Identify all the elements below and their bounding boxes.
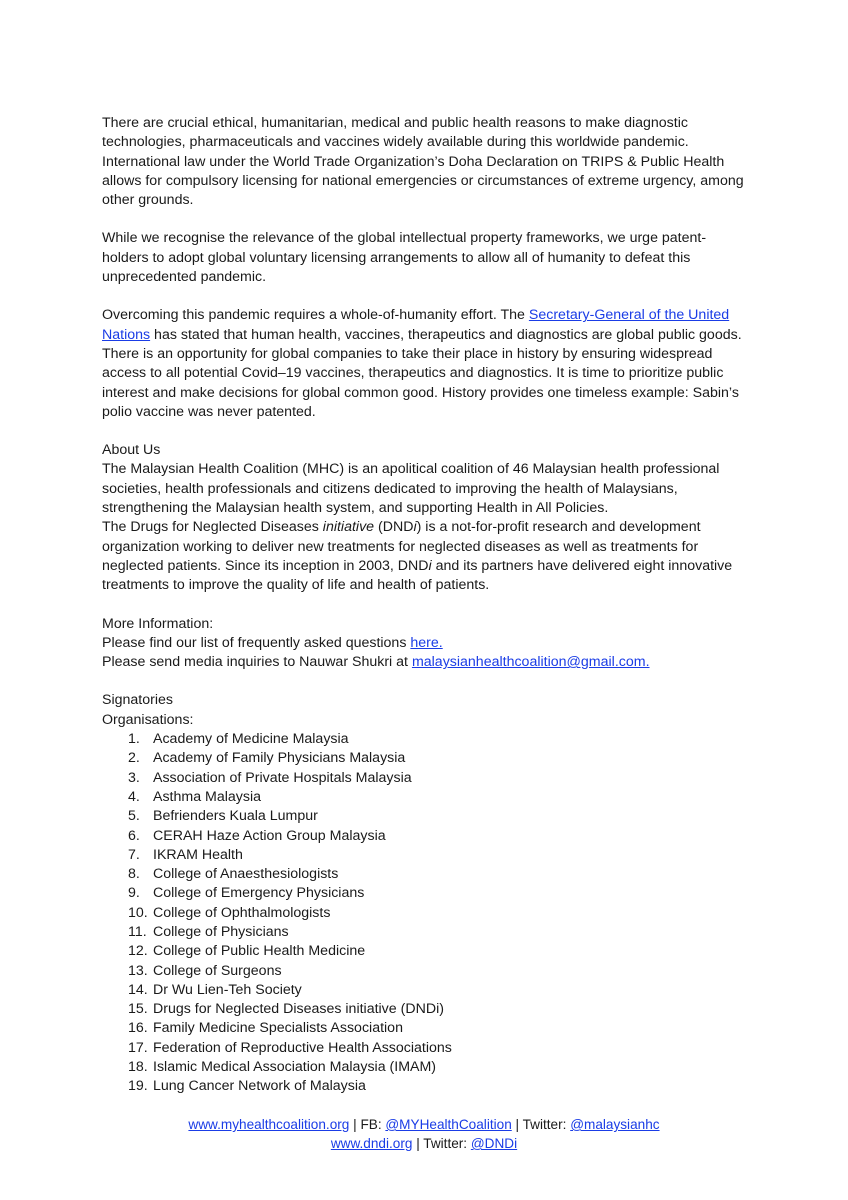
text: Overcoming this pandemic requires a whole-of-humanity effort. The	[102, 307, 529, 324]
dndi-name	[130, 519, 421, 535]
footer-line-dndi	[0, 1134, 848, 1153]
org-name: College of Anaesthesiologists	[153, 866, 339, 883]
list-item: 6. CERAH Haze Action Group Malaysia	[128, 827, 386, 844]
org-name: Family Medicine Specialists Association	[153, 1020, 403, 1037]
faq-link[interactable]: here.	[410, 634, 443, 651]
dndi-twitter-link[interactable]: @DNDi	[470, 1136, 518, 1151]
org-name: College of Ophthalmologists	[153, 904, 331, 921]
list-item: 10. College of Ophthalmologists	[128, 904, 331, 921]
faq-line	[102, 634, 752, 653]
org-name: College of Surgeons	[153, 962, 282, 979]
list-item: 1. Academy of Medicine Malaysia	[128, 731, 349, 748]
text: The	[102, 461, 131, 478]
text: (DND	[374, 519, 414, 536]
text: i	[428, 557, 432, 574]
org-name: Drugs for Neglected Diseases initiative (DNDi)	[153, 1001, 444, 1018]
org-name: Federation of Reproductive Health Associations	[153, 1039, 452, 1056]
list-item: 5. Befrienders Kuala Lumpur	[128, 808, 318, 825]
list-item: 13. College of Surgeons	[128, 962, 282, 979]
organisations-list	[102, 730, 752, 1097]
list-item: 4. Asthma Malaysia	[128, 788, 262, 805]
email-link[interactable]: malaysianhealthcoalition@gmail.com.	[411, 654, 650, 671]
un-secretary-general-link[interactable]: Secretary-General of the United Nations	[102, 307, 730, 343]
mhc-twitter-link[interactable]: @malaysianhc	[570, 1117, 660, 1132]
paragraph-pandemic	[102, 306, 752, 422]
paragraph-dndi	[102, 518, 752, 595]
text: initiative	[322, 519, 375, 536]
list-item: 3. Association of Private Hospitals Malaysia	[128, 769, 412, 786]
list-item: 8. College of Anaesthesiologists	[128, 866, 339, 883]
org-name: Association of Private Hospitals Malaysia	[153, 769, 412, 786]
list-item: 12. College of Public Health Medicine	[128, 943, 366, 960]
list-item: 16. Family Medicine Specialists Association	[128, 1020, 403, 1037]
text: | Twitter:	[412, 1136, 471, 1151]
mhc-facebook-link[interactable]: @MYHealthCoalition	[385, 1117, 512, 1132]
list-item: 9. College of Emergency Physicians	[128, 885, 365, 902]
list-item: 11. College of Physicians	[128, 923, 289, 940]
list-item: 14. Dr Wu Lien-Teh Society	[128, 981, 302, 998]
text: Please find our list of frequently asked questions	[102, 634, 411, 651]
text: Drugs for Neglected Diseases	[130, 519, 323, 536]
document-body	[102, 114, 752, 1097]
mhc-name: Malaysian Health Coalition (MHC)	[130, 461, 345, 478]
list-item: 7. IKRAM Health	[128, 846, 243, 863]
org-name: Academy of Family Physicians Malaysia	[153, 750, 406, 767]
text: The	[102, 519, 131, 536]
org-name: Befrienders Kuala Lumpur	[153, 808, 318, 825]
text: and its partners have delivered eight innovative treatments to improve the quality of life and health of patients.	[102, 557, 733, 594]
org-name: College of Physicians	[153, 923, 289, 940]
org-name: College of Emergency Physicians	[153, 885, 365, 902]
text: )	[416, 519, 422, 536]
org-name: Dr Wu Lien-Teh Society	[153, 981, 302, 998]
media-line	[102, 653, 752, 672]
text: | FB:	[349, 1117, 386, 1132]
org-name: Academy of Medicine Malaysia	[153, 731, 349, 748]
organisations-subheading: Organisations:	[102, 711, 194, 728]
org-name: College of Public Health Medicine	[153, 943, 366, 960]
list-item: 19. Lung Cancer Network of Malaysia	[128, 1078, 366, 1095]
paragraph-licensing: While we recognise the relevance of the global intellectual property frameworks, we urge patent-holders to adopt global voluntary licensing arrangements to allow all of humanity to defeat this unprecedented pandemic.	[102, 230, 707, 286]
org-name: CERAH Haze Action Group Malaysia	[153, 827, 386, 844]
text: | Twitter:	[511, 1117, 571, 1132]
mhc-website-link[interactable]: www.myhealthcoalition.org	[188, 1117, 350, 1132]
list-item: 15. Drugs for Neglected Diseases initiative (DNDi)	[128, 1001, 444, 1018]
org-name: Islamic Medical Association Malaysia (IMAM)	[153, 1059, 437, 1076]
text: is a not-for-profit research and development organization working to deliver new treatments for neglected diseases as well as treatments for neglected patients. Since its inception in 2003, DND	[102, 519, 701, 574]
footer-line-mhc	[0, 1115, 848, 1134]
page-footer	[0, 1115, 848, 1153]
dndi-website-link[interactable]: www.dndi.org	[330, 1136, 413, 1151]
text: i	[413, 519, 417, 536]
paragraph-mhc	[102, 460, 752, 518]
signatories-heading: Signatories	[102, 692, 173, 709]
list-item: 17. Federation of Reproductive Health Associations	[128, 1039, 452, 1056]
about-heading: About Us	[102, 442, 161, 459]
list-item: 2. Academy of Family Physicians Malaysia	[128, 750, 406, 767]
paragraph-doha: There are crucial ethical, humanitarian, medical and public health reasons to make diagnostic technologies, pharmaceuticals and vaccines widely available during this worldwide pandemic. International law under the World Trade Organization’s Doha Declaration on TRIPS & Public Health allows for compulsory licensing for national emergencies or circumstances of extreme urgency, among other grounds.	[102, 115, 744, 209]
text: Please send media inquiries to Nauwar Shukri at	[102, 654, 412, 671]
org-name: IKRAM Health	[153, 846, 243, 863]
text: is an apolitical coalition of 46 Malaysian health professional societies, health professionals and citizens dedicated to improving the health of Malaysians, strengthening the Malaysian health system, and supporting Health in All Policies.	[102, 461, 720, 517]
org-name: Lung Cancer Network of Malaysia	[153, 1078, 366, 1095]
list-item: 18. Islamic Medical Association Malaysia (IMAM)	[128, 1059, 437, 1076]
org-name: Asthma Malaysia	[153, 788, 262, 805]
more-info-heading: More Information:	[102, 615, 214, 632]
text: has stated that human health, vaccines, therapeutics and diagnostics are global public goods. There is an opportunity for global companies to take their place in history by ensuring widespread access to all potential Covid–19 vaccines, therapeutics and diagnostics. It is time to prioritize public interest and make decisions for global common good. History provides one timeless example: Sabin’s polio vaccine was never patented.	[102, 326, 742, 420]
